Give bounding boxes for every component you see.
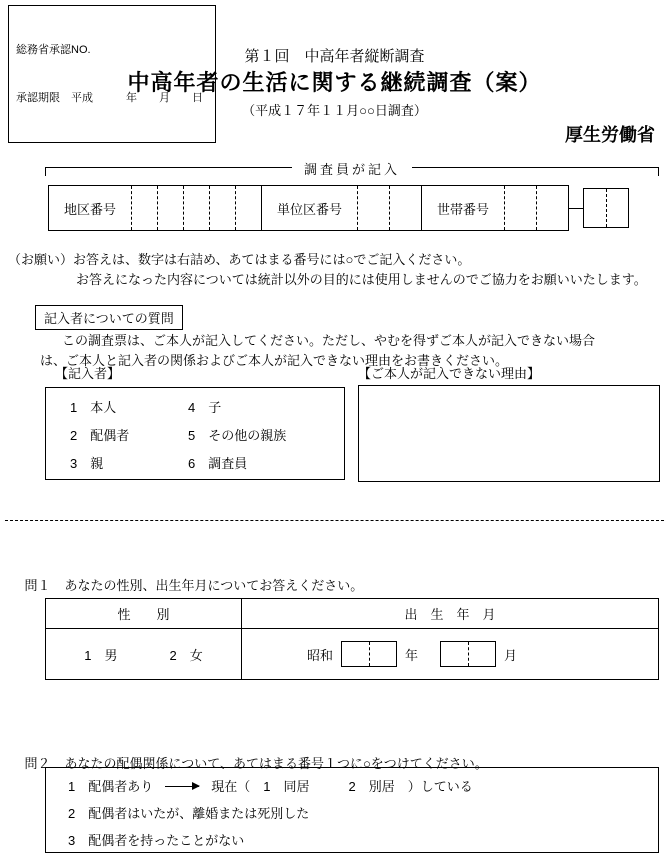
digit-cell[interactable] — [157, 186, 183, 230]
month-input-box[interactable] — [440, 641, 496, 667]
writer-option[interactable]: 3 親 — [70, 456, 104, 471]
surveyor-code-row — [48, 185, 629, 231]
q2-option-1-detail[interactable]: 現在（ 1 同居 2 別居 ）している — [211, 779, 473, 794]
question-2-number: 問２ — [24, 756, 51, 771]
q2-option-3[interactable] — [68, 827, 658, 854]
q2-option-2[interactable] — [68, 800, 658, 827]
request-note-line1: （お願い）お答えは、数字は右詰め、あてはまる番号には○でご記入ください。 — [8, 252, 471, 267]
digit-cell[interactable] — [584, 189, 606, 227]
q2-option-3-label[interactable]: 3 配偶者を持ったことがない — [68, 833, 245, 848]
digit-cell[interactable] — [389, 186, 421, 230]
year-suffix-label: 年 — [405, 647, 419, 663]
digit-cell[interactable] — [536, 186, 568, 230]
ministry-name: 厚生労働省 — [565, 125, 655, 145]
writer-options-box — [45, 387, 345, 480]
digit-cell[interactable] — [183, 186, 209, 230]
survey-round-title: 第１回 中高年者縦断調査 — [244, 48, 425, 65]
gender-column-header: 性 別 — [46, 599, 242, 628]
legend-line-left — [46, 167, 292, 168]
writer-section-heading: 記入者についての質問 — [35, 305, 183, 330]
q2-option-1[interactable] — [68, 773, 658, 800]
surveyor-legend — [45, 162, 659, 186]
right-arrow-icon — [165, 786, 199, 787]
district-number-group — [49, 186, 261, 230]
writer-option[interactable]: 4 子 — [188, 400, 222, 415]
legend-tick-left — [45, 167, 46, 176]
survey-date-subtitle: （平成１７年１１月○○日調査） — [242, 103, 427, 118]
surveyor-code-table — [48, 185, 569, 231]
page-title: 中高年者の生活に関する継続調査（案） — [127, 70, 542, 95]
unit-number-label: 単位区番号 — [277, 201, 343, 217]
writer-label: 【記入者】 — [55, 366, 121, 381]
question-2-text: あなたの配偶関係について、あてはまる番号１つに○をつけてください。 — [64, 756, 488, 771]
household-number-label: 世帯番号 — [437, 201, 490, 217]
q2-option-1-label[interactable]: 1 配偶者あり — [68, 779, 154, 794]
digit-cell[interactable] — [606, 189, 629, 227]
connector-line — [569, 208, 583, 209]
surveyor-legend-label: 調査員が記入 — [304, 162, 401, 177]
dashed-divider — [468, 642, 469, 666]
digit-cell[interactable] — [131, 186, 157, 230]
dashed-divider — [369, 642, 370, 666]
year-input-box[interactable] — [341, 641, 397, 667]
writer-options-row — [70, 450, 344, 478]
writer-options-row — [70, 394, 344, 422]
extra-code-box[interactable] — [583, 188, 629, 228]
question-1-number: 問１ — [24, 578, 51, 593]
reason-label: 【ご本人が記入できない理由】 — [358, 366, 541, 381]
dashed-separator — [5, 520, 664, 521]
month-suffix-label: 月 — [504, 647, 518, 663]
unit-number-group — [261, 186, 421, 230]
household-number-group — [421, 186, 568, 230]
approval-no-label: 総務省承認NO. — [16, 44, 91, 56]
writer-instructions-line1: この調査票は、ご本人が記入してください。ただし、やむを得ずご本人が記入できない場合 — [62, 333, 596, 348]
digit-cell[interactable] — [504, 186, 536, 230]
approval-deadline-label: 承認期限 平成 年 月 日 — [16, 92, 203, 104]
birth-column-header: 出 生 年 月 — [404, 607, 496, 622]
era-label: 昭和 — [307, 647, 334, 663]
q1-answer-row — [46, 629, 658, 679]
digit-cell[interactable] — [235, 186, 261, 230]
request-note-line2: お答えになった内容については統計以外の目的には使用しませんのでご協力をお願いいたします。 — [76, 272, 647, 287]
district-number-label: 地区番号 — [64, 201, 117, 217]
legend-tick-right — [658, 167, 659, 176]
q1-answer-table — [45, 598, 659, 680]
question-1-text: あなたの性別、出生年月についてお答えください。 — [64, 578, 364, 593]
reason-input-box[interactable] — [358, 385, 660, 482]
birth-entry — [242, 629, 658, 679]
writer-option[interactable]: 6 調査員 — [188, 456, 248, 471]
q2-option-2-label[interactable]: 2 配偶者はいたが、離婚または死別した — [68, 806, 310, 821]
legend-line-right — [412, 167, 658, 168]
gender-options[interactable]: 1 男 2 女 — [46, 629, 242, 679]
writer-options-row — [70, 422, 344, 450]
writer-instructions — [40, 331, 660, 371]
digit-cell[interactable] — [209, 186, 235, 230]
writer-instructions-line2: は、ご本人と記入者の関係およびご本人が記入できない理由をお書きください。 — [40, 353, 509, 368]
writer-option[interactable]: 1 本人 — [70, 400, 117, 415]
writer-option[interactable]: 2 配偶者 — [70, 428, 130, 443]
digit-cell[interactable] — [357, 186, 389, 230]
q1-header-row — [46, 599, 658, 629]
q2-answer-box — [45, 767, 659, 853]
writer-option[interactable]: 5 その他の親族 — [188, 428, 287, 443]
